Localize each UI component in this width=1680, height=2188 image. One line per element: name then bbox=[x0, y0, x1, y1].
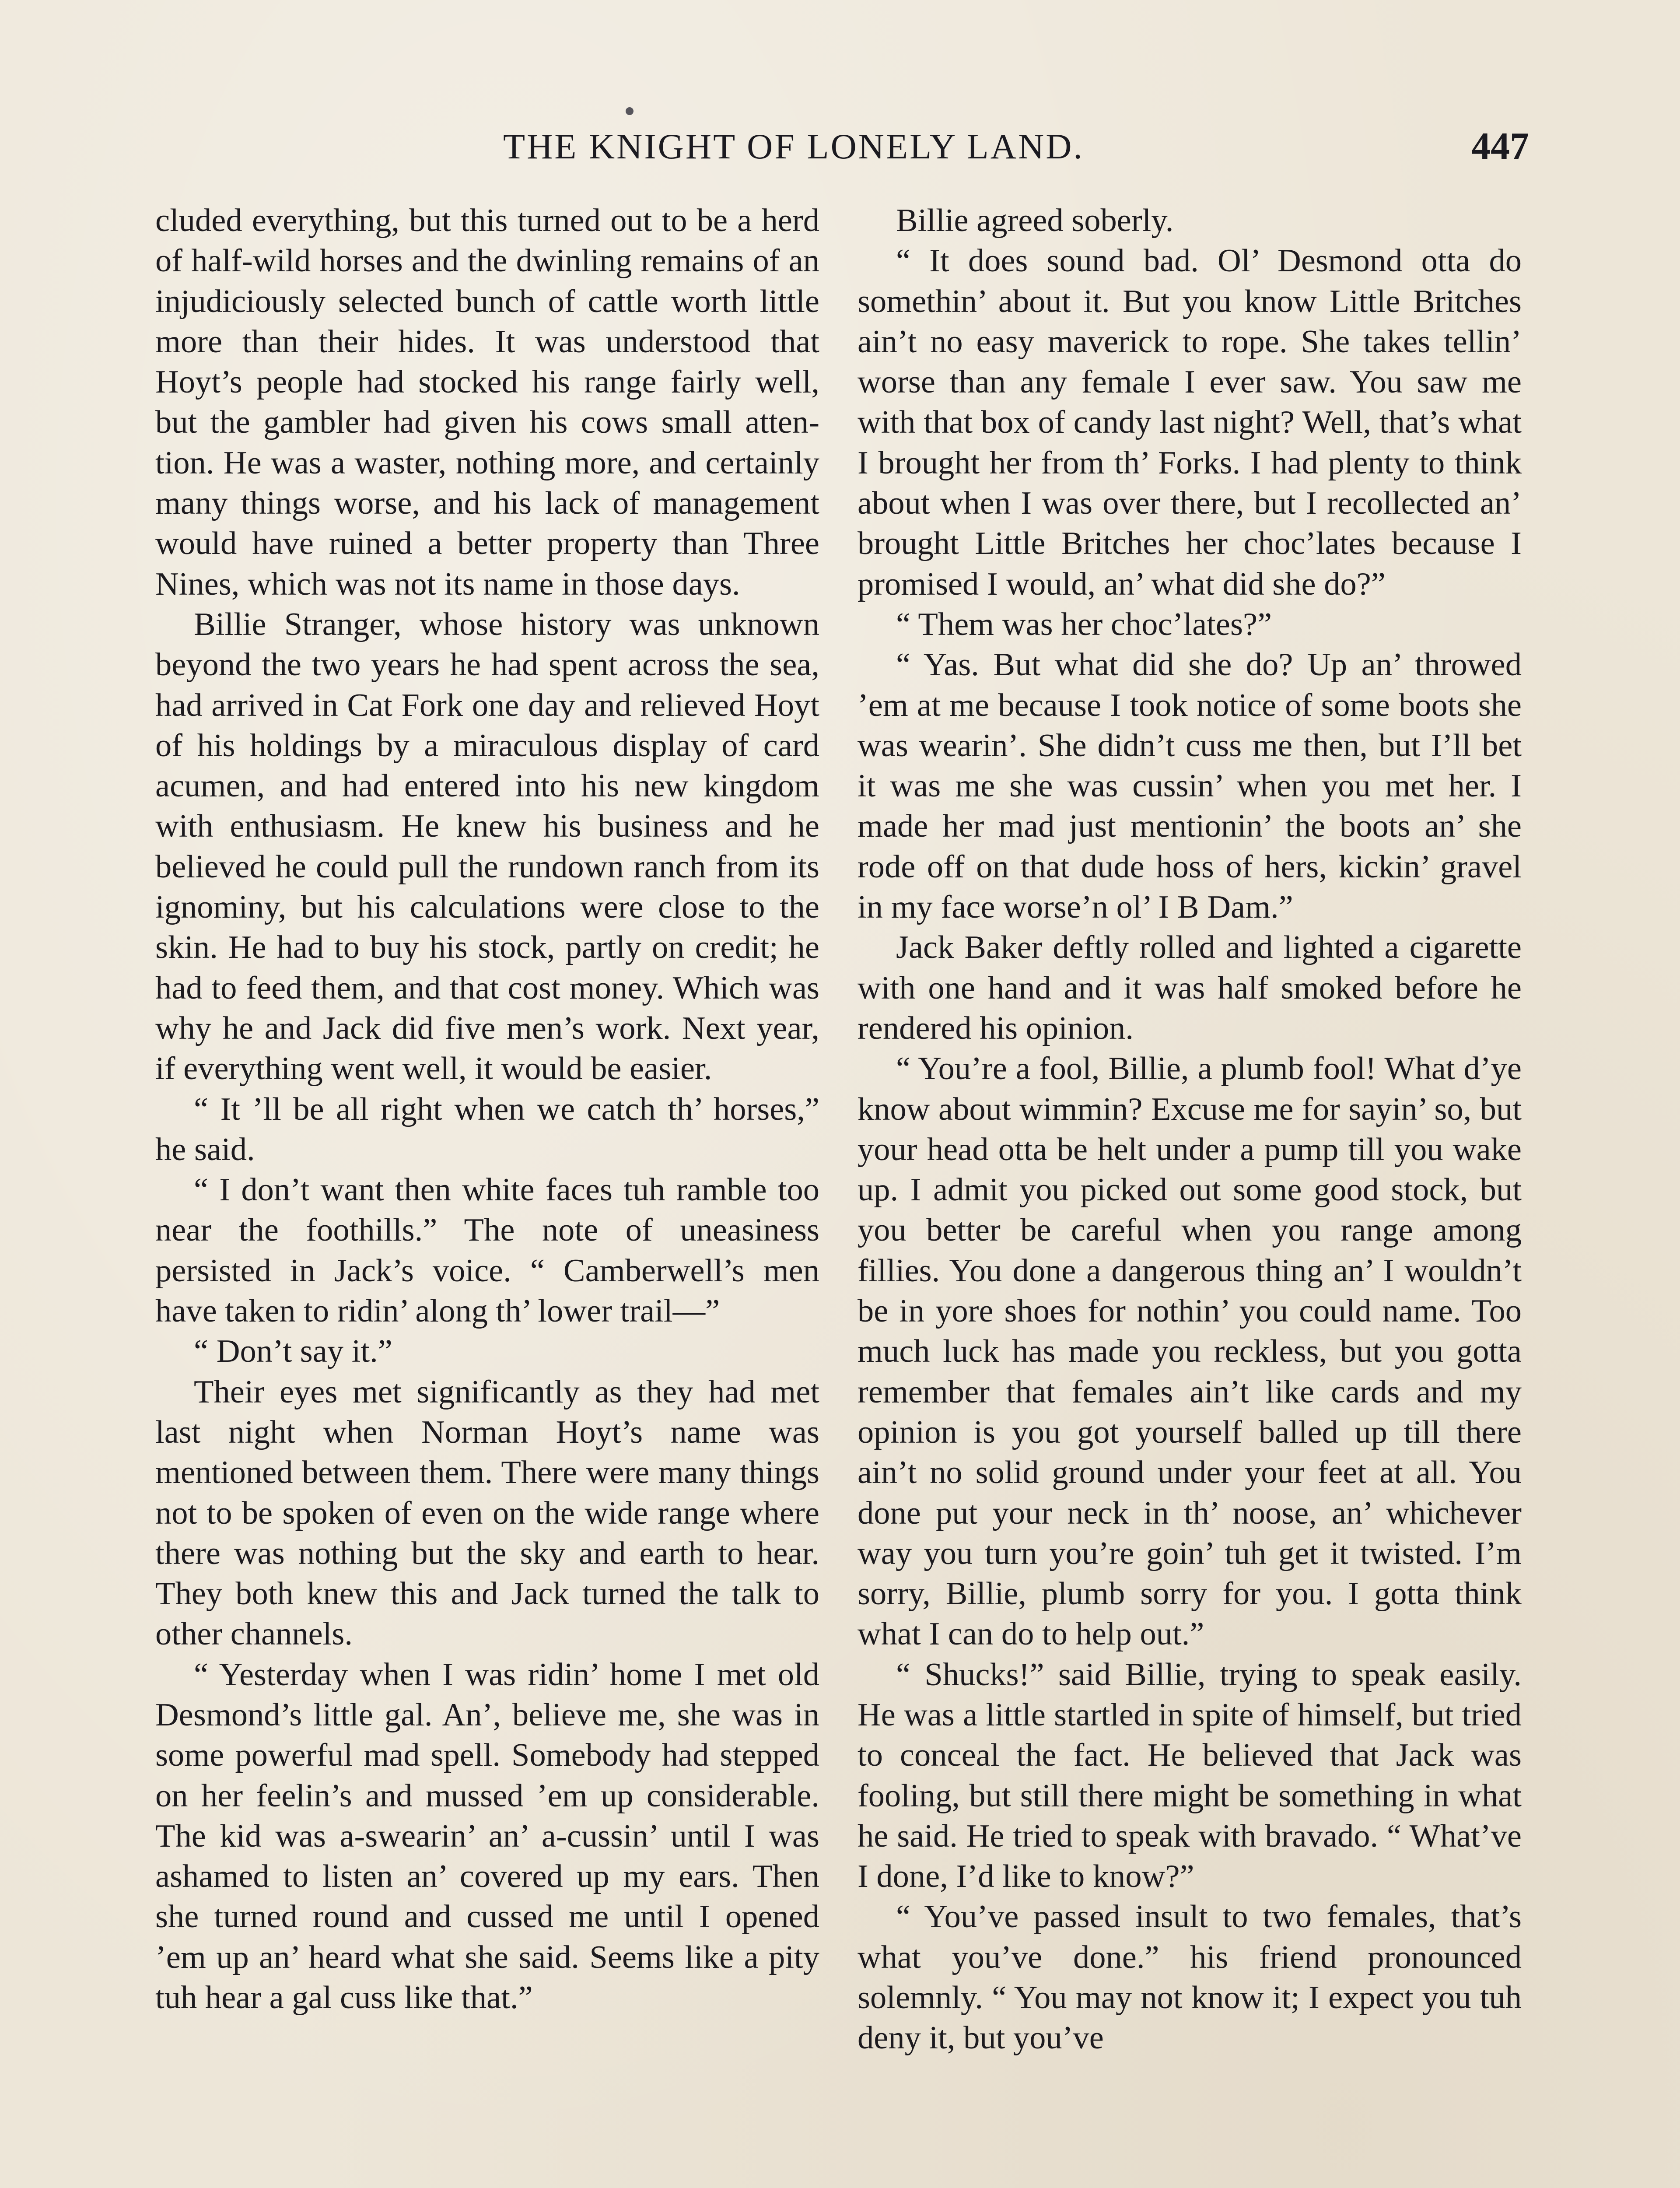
paragraph: “ You’ve passed insult to two females, that’s what you’ve done.” his friend pronounced solemnly. “ You may not know it; I expect you tuh deny it, but you’ve bbox=[858, 1899, 1522, 2056]
left-column bbox=[155, 200, 819, 2018]
running-head: THE KNIGHT OF LONELY LAND. bbox=[503, 126, 1084, 166]
paragraph: Billie agreed soberly. bbox=[896, 203, 1174, 238]
paragraph: “ Them was her choc’lates?” bbox=[896, 606, 1272, 642]
paragraph: “ Don’t say it.” bbox=[194, 1333, 392, 1370]
paragraph: “ It ’ll be all right when we catch th’ horses,” he said. bbox=[155, 1091, 819, 1168]
paragraph: Jack Baker deftly rolled and lighted a cigarette with one hand and it was half smoked before he rendered his opinion. bbox=[858, 929, 1522, 1046]
paragraph: cluded everything, but this turned out to be a herd of half-wild horses and the dwinling remains of an injudiciously selected bunch of cattle worth little more than their hides. It was understood that Hoyt’s people had stocked his range fairly well, but the gambler had given his cows small attention. He was a waster, nothing more, and certainly many things worse, and his lack of management would have ruined a better property than Three Nines, which was not its name in those days. bbox=[155, 203, 819, 602]
page-number: 447 bbox=[1471, 125, 1529, 168]
paragraph: “ Yesterday when I was ridin’ home I met old Desmond’s little gal. An’, believe me, she was in some powerful mad spell. Somebody had stepped on her feelin’s and mussed ’em up considerable. The kid was a-swearin’ an’ a-cussin’ until I was ashamed to listen an’ covered up my ears. Then she turned round and cussed me until I opened ’em up an’ heard what she said. Seems like a pity tuh hear a gal cuss like that.” bbox=[155, 1656, 819, 2016]
right-column bbox=[858, 200, 1522, 2058]
paragraph: “ I don’t want then white faces tuh ramble too near the foothills.” The note of uneasiness persisted in Jack’s voice. “ Camberwell’s men have taken to ridin’ along th’ lower trail—” bbox=[155, 1172, 819, 1329]
paragraph: Billie Stranger, whose history was unknown beyond the two years he had spent across the sea, had arrived in Cat Fork one day and relieved Hoyt of his holdings by a miraculous display of card acumen, and had entered into his new kingdom with enthusiasm. He knew his business and he believed he could pull the rundown ranch from its ignominy, but his calculations were close to the skin. He had to buy his stock, partly on credit; he had to feed them, and that cost money. Which was why he and Jack did five men’s work. Next year, if everything went well, it would be easier. bbox=[155, 606, 819, 1087]
paragraph: “ It does sound bad. Ol’ Desmond otta do somethin’ about it. But you know Little Britches ain’t no easy maverick to rope. She takes tellin’ worse than any female I ever saw. You saw me with that box of candy last night? Well, that’s what I brought her from th’ Forks. I had plenty to think about when I was over there, but I recollected an’ brought Little Britches her choc’lates because I promised I would, an’ what did she do?” bbox=[858, 243, 1522, 602]
paragraph: “ Shucks!” said Billie, trying to speak easily. He was a little startled in spite of himself, but tried to conceal the fact. He believed that Jack was fooling, but still there might be something in what he said. He tried to speak with bravado. “ What’ve I done, I’d like to know?” bbox=[858, 1656, 1522, 1895]
paragraph: “ Yas. But what did she do? Up an’ throwed ’em at me because I took notice of some boots she was wearin’. She didn’t cuss me then, but I’ll bet it was me she was cussin’ when you met her. I made her mad just mentionin’ the boots an’ she rode off on that dude hoss of hers, kickin’ gravel in my face worse’n ol’ I B Dam.” bbox=[858, 647, 1522, 926]
paragraph: Their eyes met significantly as they had met last night when Norman Hoyt’s name was mentioned between them. There were many things not to be spoken of even on the wide range where there was nothing but the sky and earth to hear. They both knew this and Jack turned the talk to other channels. bbox=[155, 1374, 819, 1652]
ink-dot bbox=[626, 107, 634, 115]
paragraph: “ You’re a fool, Billie, a plumb fool! What d’ye know about wimmin? Excuse me for sayin’ so, but your head otta be helt under a pump till you wake up. I admit you picked out some good stock, but you better be careful when you range among fillies. You done a dangerous thing an’ I wouldn’t be in yore shoes for nothin’ you could name. Too much luck has made you reckless, but you gotta remember that females ain’t like cards and my opinion is you got yourself balled up till there ain’t no solid ground under your feet at all. You done put your neck in th’ noose, an’ whichever way you turn you’re goin’ tuh get it twisted. I’m sorry, Billie, plumb sorry for you. I gotta think what I can do to help out.” bbox=[858, 1051, 1522, 1652]
